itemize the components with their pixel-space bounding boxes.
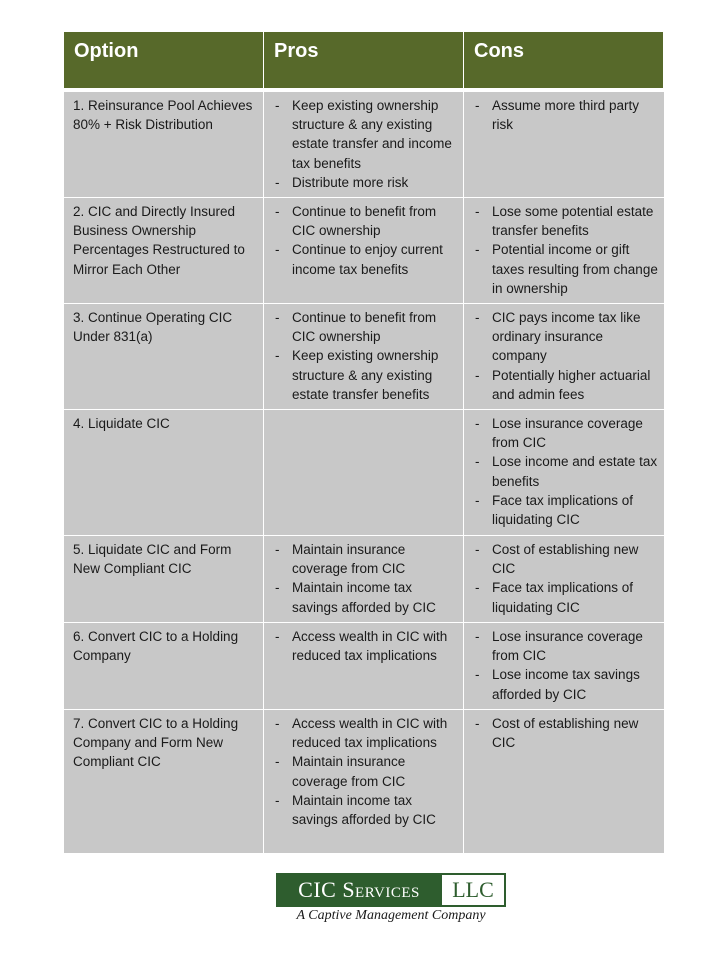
option-text: 2. CIC and Directly Insured Business Ownership Percentages Restructured to Mirror Each Other <box>73 204 245 277</box>
pro-item: - Maintain insurance coverage from CIC <box>273 540 457 578</box>
pros-list <box>273 202 457 279</box>
pros-list <box>273 96 457 192</box>
logo-wordmark <box>276 873 506 907</box>
option-text: 5. Liquidate CIC and Form New Compliant CIC <box>73 542 232 577</box>
option-text: 3. Continue Operating CIC Under 831(a) <box>73 310 233 345</box>
pros-list <box>273 714 457 829</box>
pro-item: - Distribute more risk <box>273 173 457 192</box>
pros-cell <box>264 710 464 854</box>
cons-cell <box>464 92 664 198</box>
con-item: - Potentially higher actuarial and admin fees <box>473 366 658 404</box>
con-item: - Face tax implications of liquidating CIC <box>473 578 658 616</box>
pro-item: - Keep existing ownership structure & any existing estate transfer benefits <box>273 346 457 404</box>
header-pros: Pros <box>264 32 464 92</box>
cons-cell <box>464 710 664 854</box>
logo-suffix: LLC <box>440 875 504 905</box>
pros-list <box>273 627 457 665</box>
pros-cell <box>264 410 464 536</box>
option-cell <box>64 536 264 623</box>
pros-cell <box>264 536 464 623</box>
company-logo <box>276 873 506 924</box>
pros-list <box>273 540 457 617</box>
option-text: 1. Reinsurance Pool Achieves 80% + Risk Distribution <box>73 98 253 133</box>
con-item: - Assume more third party risk <box>473 96 658 134</box>
con-item: - Lose insurance coverage from CIC <box>473 627 658 665</box>
pro-item: - Continue to enjoy current income tax benefits <box>273 240 457 278</box>
logo-name: CIC Services <box>278 875 440 905</box>
con-item: - Lose income and estate tax benefits <box>473 452 658 490</box>
pro-item: - Keep existing ownership structure & any existing estate transfer and income tax benefits <box>273 96 457 173</box>
pro-item: - Maintain income tax savings afforded by CIC <box>273 578 457 616</box>
pros-cell <box>264 92 464 198</box>
option-cell <box>64 92 264 198</box>
pros-list <box>273 308 457 404</box>
con-item: - Lose some potential estate transfer benefits <box>473 202 658 240</box>
option-cell <box>64 710 264 854</box>
pro-item: - Maintain insurance coverage from CIC <box>273 752 457 790</box>
pro-item: - Maintain income tax savings afforded by CIC <box>273 791 457 829</box>
option-text: 6. Convert CIC to a Holding Company <box>73 629 239 664</box>
pro-item: - Access wealth in CIC with reduced tax implications <box>273 714 457 752</box>
option-text: 4. Liquidate CIC <box>73 416 170 431</box>
options-table <box>64 32 664 854</box>
con-item: - Lose insurance coverage from CIC <box>473 414 658 452</box>
cons-cell <box>464 623 664 710</box>
con-item: - Face tax implications of liquidating CIC <box>473 491 658 529</box>
cons-cell <box>464 198 664 304</box>
con-item: - Potential income or gift taxes resulting from change in ownership <box>473 240 658 298</box>
cons-cell <box>464 304 664 410</box>
pro-item: - Continue to benefit from CIC ownership <box>273 308 457 346</box>
cons-list <box>473 540 658 617</box>
option-text: 7. Convert CIC to a Holding Company and Form New Compliant CIC <box>73 716 239 770</box>
header-option: Option <box>64 32 264 92</box>
cons-list <box>473 308 658 404</box>
logo-tagline: A Captive Management Company <box>296 908 486 923</box>
option-cell <box>64 623 264 710</box>
pro-item: - Access wealth in CIC with reduced tax implications <box>273 627 457 665</box>
cons-list <box>473 414 658 529</box>
pros-cell <box>264 198 464 304</box>
pros-cell <box>264 304 464 410</box>
con-item: - Cost of establishing new CIC <box>473 714 658 752</box>
pros-cell <box>264 623 464 710</box>
cons-cell <box>464 410 664 536</box>
con-item: - Cost of establishing new CIC <box>473 540 658 578</box>
cons-list <box>473 714 658 752</box>
cons-list <box>473 202 658 298</box>
con-item: - Lose income tax savings afforded by CIC <box>473 665 658 703</box>
header-cons: Cons <box>464 32 664 92</box>
cons-cell <box>464 536 664 623</box>
con-item: - CIC pays income tax like ordinary insurance company <box>473 308 658 366</box>
pro-item: - Continue to benefit from CIC ownership <box>273 202 457 240</box>
option-cell <box>64 304 264 410</box>
cons-list <box>473 96 658 134</box>
cons-list <box>473 627 658 704</box>
option-cell <box>64 410 264 536</box>
option-cell <box>64 198 264 304</box>
